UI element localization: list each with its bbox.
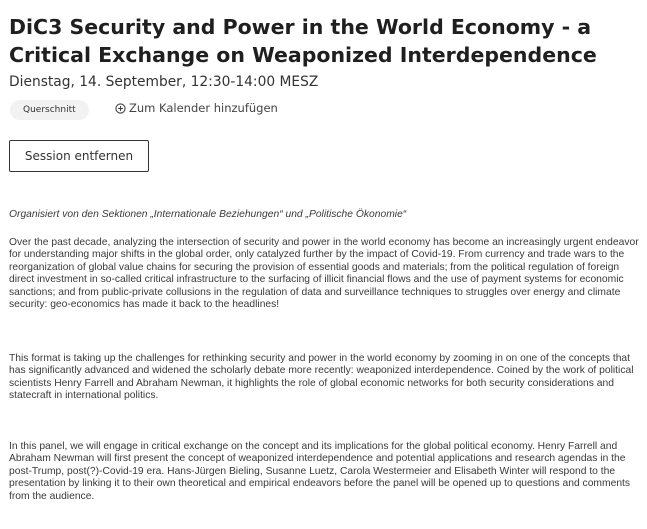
description-paragraph: This format is taking up the challenges for rethinking security and power in the world economy by zooming in on one of the concepts that has significantly advanced and widened the scholarly debate more recently: weaponized interdependence. Coined by the work of political scientists Henry Farrell and Abraham Newman, it highlights the role of global economic networks for both security considerations and statecraft in international politics. [9,353,634,402]
organizer-note: Organisiert von den Sektionen „Internationale Beziehungen“ und „Politische Ökonomie“ [9,209,407,220]
add-to-calendar-label: Zum Kalender hinzufügen [129,101,278,115]
remove-session-button[interactable]: Session entfernen [9,140,149,172]
session-tag-badge: Querschnitt [10,100,89,120]
plus-circle-icon [115,103,126,114]
session-title: DiC3 Security and Power in the World Economy - a Critical Exchange on Weaponized Interdependence [9,15,597,67]
add-to-calendar-link[interactable] [115,99,278,117]
description-paragraph: Over the past decade, analyzing the intersection of security and power in the world economy has become an increasingly urgent endeavor for understanding major shifts in the global order, only catalyzed further by the impact of Covid-19. From currency and trade wars to the reorganization of global value chains for securing the provision of essential goods and materials; from the political regulation of foreign direct investment in so-called critical infrastructure to the surfacing of illicit financial flows and the use of payment systems for economic sanctions; and from public-private collusions in the regulation of data and surveillance techniques to struggles over energy and climate security: geo-economics has made it back to the headlines! [9,237,639,311]
description-paragraph: In this panel, we will engage in critical exchange on the concept and its implications for the global political economy. Henry Farrell and Abraham Newman will first present the concept of weaponized interdependence and potential applications and research agendas in the post-Trump, post(?)-Covid-19 era. Hans-Jürgen Bieling, Susanne Luetz, Carola Westermeier and Elisabeth Winter will respond to the presentation by linking it to their own theoretical and empirical endeavors before the panel will be opened up to questions and comments from the audience. [9,441,631,502]
session-datetime: Dienstag, 14. September, 12:30-14:00 MESZ [9,74,319,90]
